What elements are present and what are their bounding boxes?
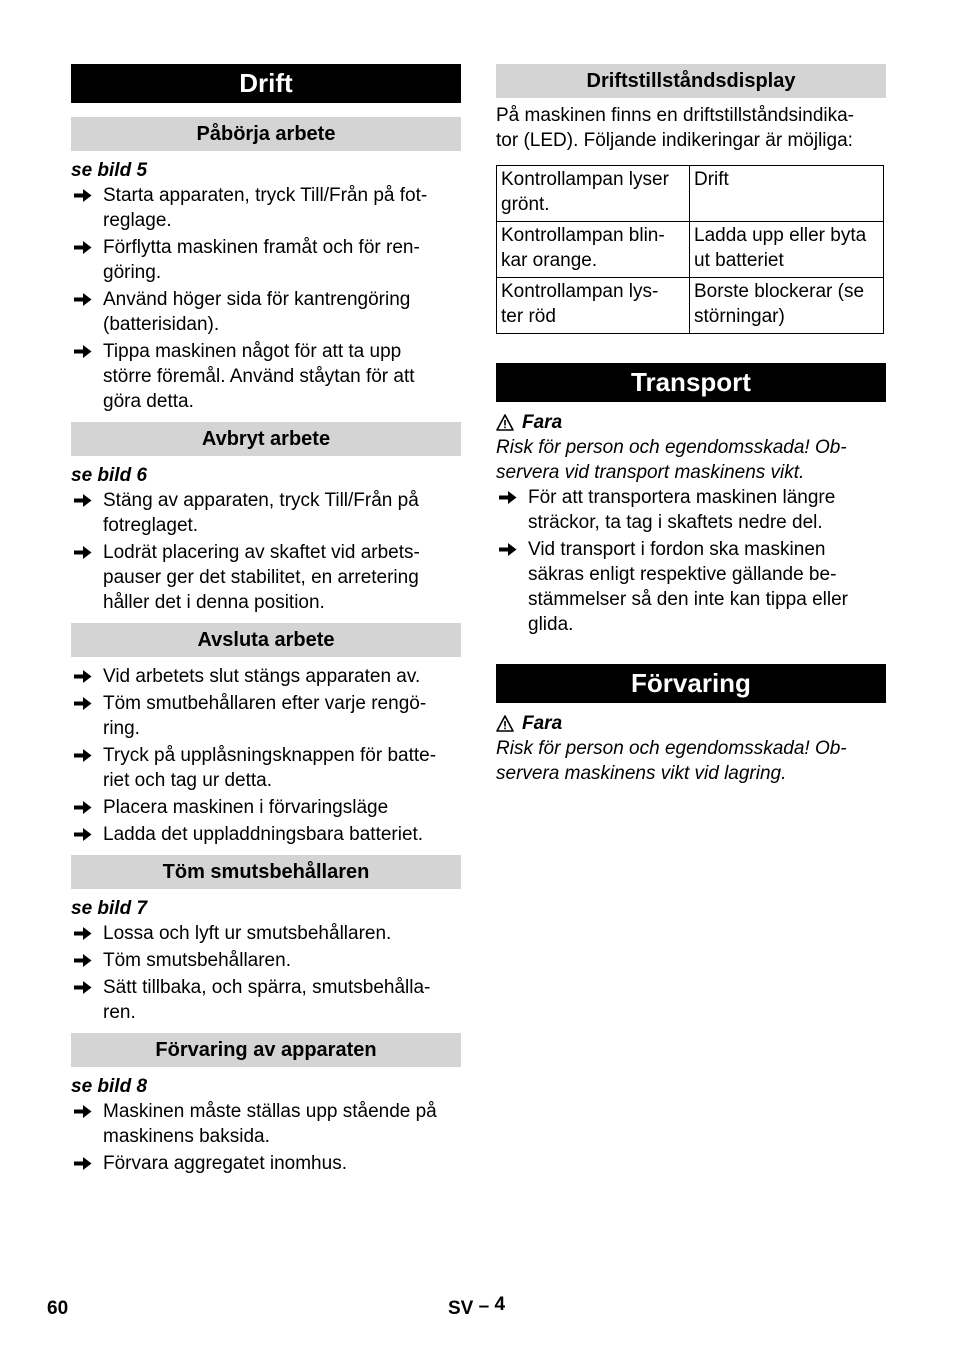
table-row	[497, 222, 884, 278]
instruction-list	[71, 664, 461, 847]
list-item	[71, 339, 461, 414]
paborja-heading: Påbörja arbete	[71, 117, 461, 151]
arrow-right-icon	[499, 542, 517, 557]
arrow-right-icon	[74, 980, 92, 995]
list-item-text: Sätt tillbaka, och spärra, smutsbehålla- ren.	[103, 977, 431, 1023]
danger-description: Risk för person och egendomsskada! Ob- servera vid transport maskinens vikt.	[496, 437, 847, 483]
arrow-right-icon	[74, 669, 92, 684]
indicator-cell: Kontrollampan lyser grönt.	[497, 166, 690, 222]
list-item	[71, 1099, 461, 1149]
list-item-text: Tryck på upplåsningsknappen för batte- riet och tag ur detta.	[103, 745, 437, 791]
instruction-list	[71, 488, 461, 615]
meaning-cell: Borste blockerar (se störningar)	[690, 278, 884, 334]
instruction-list	[71, 921, 461, 1025]
list-item	[71, 664, 461, 689]
transport-heading: Transport	[496, 363, 886, 402]
footer-section	[448, 1294, 506, 1320]
instruction-list	[496, 485, 886, 637]
list-item	[71, 822, 461, 847]
danger-label	[496, 410, 886, 435]
arrow-right-icon	[499, 490, 517, 505]
forvaring-apparat-heading: Förvaring av apparaten	[71, 1033, 461, 1067]
danger-text: Fara	[522, 713, 563, 734]
arrow-right-icon	[74, 800, 92, 815]
instruction-list	[71, 1099, 461, 1176]
status-table	[496, 165, 884, 334]
arrow-right-icon	[74, 188, 92, 203]
arrow-right-icon	[74, 827, 92, 842]
meaning-cell: Drift	[690, 166, 884, 222]
list-item	[496, 485, 886, 535]
list-item	[71, 975, 461, 1025]
arrow-right-icon	[74, 748, 92, 763]
instruction-list	[71, 183, 461, 414]
indicator-cell: Kontrollampan blin- kar orange.	[497, 222, 690, 278]
danger-label	[496, 711, 886, 736]
list-item-text: Lodrät placering av skaftet vid arbets- pauser ger det stabilitet, en arretering håller det i denna position.	[103, 542, 420, 613]
figure-ref: se bild 5	[71, 160, 148, 181]
figure-ref: se bild 6	[71, 465, 148, 486]
page-number: 60	[47, 1298, 69, 1319]
list-item	[71, 287, 461, 337]
list-item-text: Tippa maskinen något för att ta upp större föremål. Använd ståytan för att göra detta.	[103, 341, 415, 412]
footer-lang: SV	[448, 1298, 474, 1319]
arrow-right-icon	[74, 696, 92, 711]
list-item-text: Placera maskinen i förvaringsläge	[103, 797, 389, 818]
list-item	[71, 795, 461, 820]
table-row	[497, 278, 884, 334]
arrow-right-icon	[74, 926, 92, 941]
list-item-text: Ladda det uppladdningsbara batteriet.	[103, 824, 424, 845]
list-item	[71, 183, 461, 233]
list-item	[71, 488, 461, 538]
list-item-text: Förflytta maskinen framåt och för ren- göring.	[103, 237, 420, 283]
warning-icon	[496, 414, 514, 431]
list-item	[71, 743, 461, 793]
forvaring-heading: Förvaring	[496, 664, 886, 703]
arrow-right-icon	[74, 344, 92, 359]
footer-dash: –	[478, 1296, 490, 1317]
list-item	[71, 921, 461, 946]
right-column	[496, 64, 886, 786]
arrow-right-icon	[74, 240, 92, 255]
danger-text: Fara	[522, 412, 563, 433]
arrow-right-icon	[74, 545, 92, 560]
list-item-text: Vid transport i fordon ska maskinen säkras enligt respektive gällande be- stämmelser så den inte kan tippa eller glida.	[528, 539, 848, 635]
avsluta-heading: Avsluta arbete	[71, 623, 461, 657]
table-row	[497, 166, 884, 222]
warning-icon	[496, 715, 514, 732]
list-item-text: Lossa och lyft ur smutsbehållaren.	[103, 923, 392, 944]
list-item	[496, 537, 886, 637]
danger-description: Risk för person och egendomsskada! Ob- servera maskinens vikt vid lagring.	[496, 738, 847, 784]
display-heading: Driftstillståndsdisplay	[496, 64, 886, 98]
arrow-right-icon	[74, 292, 92, 307]
arrow-right-icon	[74, 493, 92, 508]
arrow-right-icon	[74, 1156, 92, 1171]
footer-section-page: 4	[494, 1294, 506, 1315]
list-item-text: Vid arbetets slut stängs apparaten av.	[103, 666, 421, 687]
list-item-text: Töm smutbehållaren efter varje rengö- ring.	[103, 693, 427, 739]
list-item-text: Förvara aggregatet inomhus.	[103, 1153, 347, 1174]
list-item	[71, 948, 461, 973]
list-item-text: Använd höger sida för kantrengöring (batterisidan).	[103, 289, 411, 335]
arrow-right-icon	[74, 1104, 92, 1119]
list-item-text: Stäng av apparaten, tryck Till/Från på fotreglaget.	[103, 490, 419, 536]
display-intro: På maskinen finns en driftstillståndsindika- tor (LED). Följande indikeringar är möjliga:	[496, 105, 855, 151]
list-item-text: Starta apparaten, tryck Till/Från på fot- reglage.	[103, 185, 428, 231]
left-column	[71, 64, 461, 1178]
list-item	[71, 235, 461, 285]
list-item	[71, 1151, 461, 1176]
list-item	[71, 691, 461, 741]
arrow-right-icon	[74, 953, 92, 968]
avbryt-heading: Avbryt arbete	[71, 422, 461, 456]
figure-ref: se bild 8	[71, 1076, 148, 1097]
list-item-text: Töm smutsbehållaren.	[103, 950, 291, 971]
tom-heading: Töm smutsbehållaren	[71, 855, 461, 889]
list-item-text: För att transportera maskinen längre sträckor, ta tag i skaftets nedre del.	[528, 487, 836, 533]
list-item-text: Maskinen måste ställas upp stående på maskinens baksida.	[103, 1101, 437, 1147]
indicator-cell: Kontrollampan lys- ter röd	[497, 278, 690, 334]
meaning-cell: Ladda upp eller byta ut batteriet	[690, 222, 884, 278]
drift-heading: Drift	[71, 64, 461, 103]
figure-ref: se bild 7	[71, 898, 148, 919]
list-item	[71, 540, 461, 615]
